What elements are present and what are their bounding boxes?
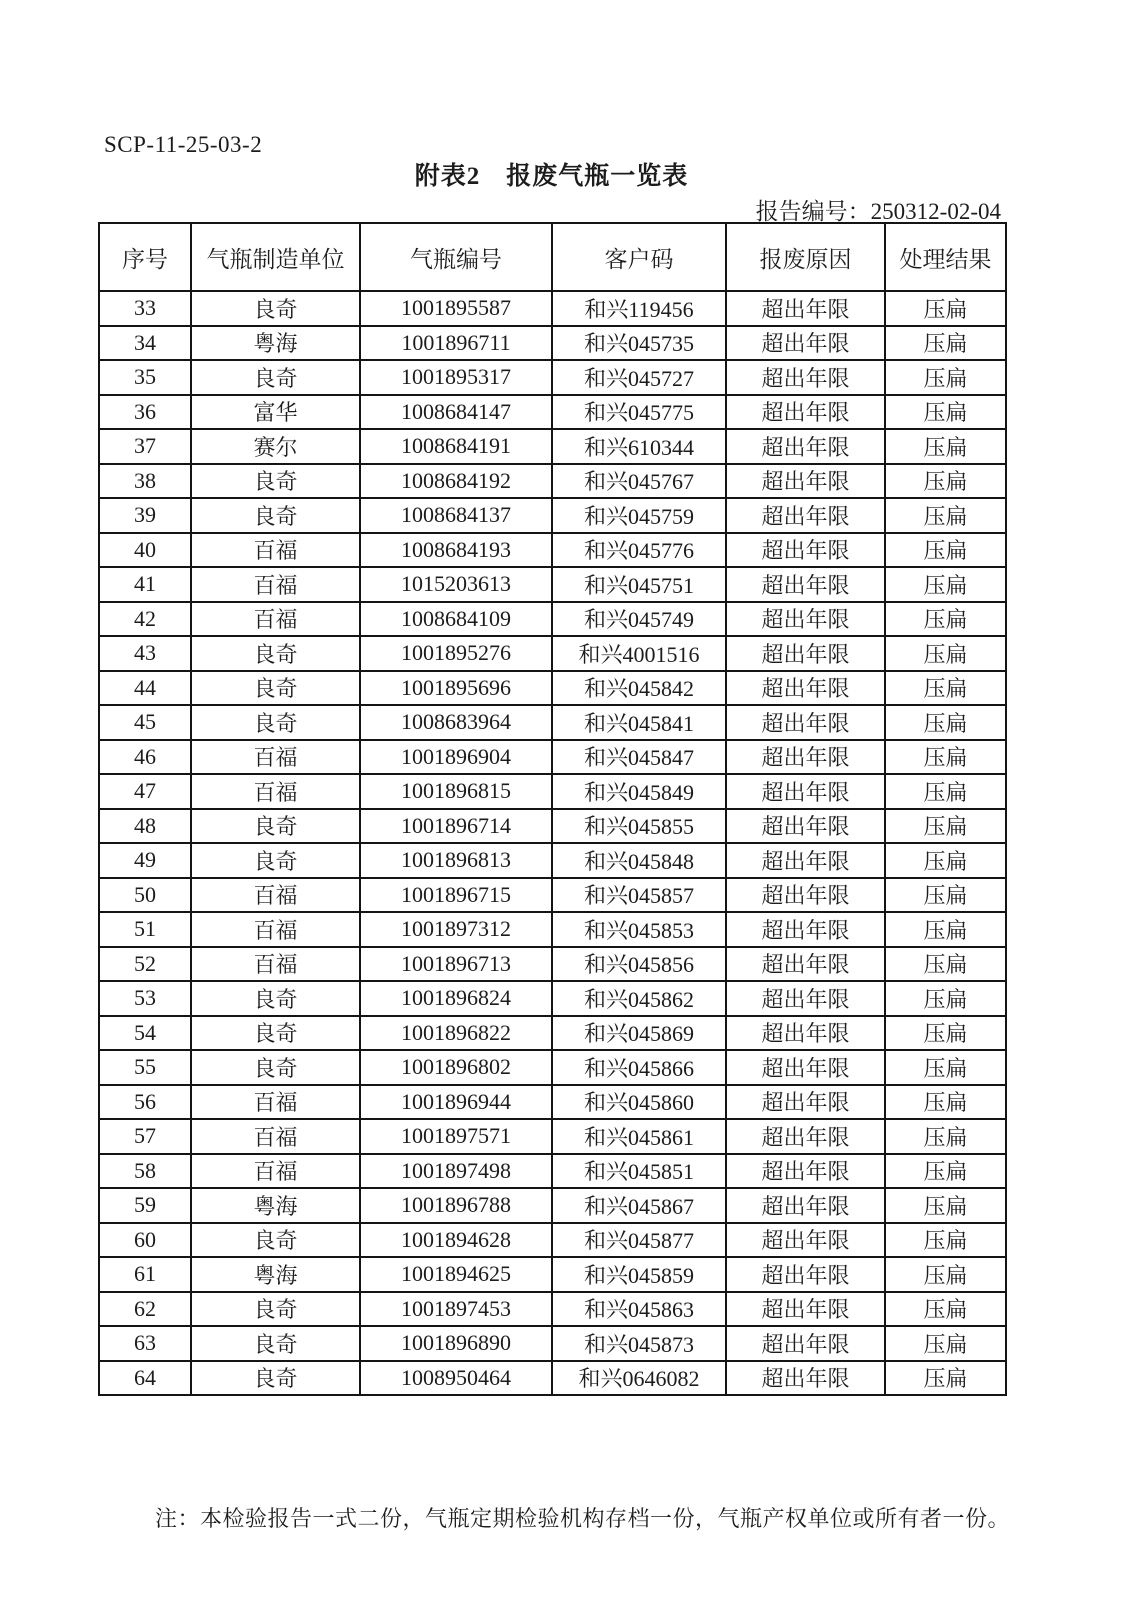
table-cell: 良奇: [191, 1361, 360, 1396]
table-cell: 1001897498: [360, 1154, 552, 1189]
table-cell: 超出年限: [726, 1292, 885, 1327]
table-cell: 压扁: [885, 1154, 1006, 1189]
table-cell: 36: [99, 395, 191, 430]
report-number-value: 250312-02-04: [870, 199, 1001, 224]
table-cell: 百福: [191, 533, 360, 568]
table-cell: 50: [99, 878, 191, 913]
table-cell: 1001894625: [360, 1257, 552, 1292]
table-cell: 和兴045860: [552, 1085, 726, 1120]
table-cell: 超出年限: [726, 740, 885, 775]
table-cell: 45: [99, 705, 191, 740]
table-cell: 1001896788: [360, 1188, 552, 1223]
table-cell: 1008684192: [360, 464, 552, 499]
table-cell: 压扁: [885, 878, 1006, 913]
table-cell: 62: [99, 1292, 191, 1327]
table-cell: 压扁: [885, 498, 1006, 533]
table-cell: 51: [99, 912, 191, 947]
table-cell: 百福: [191, 1119, 360, 1154]
table-cell: 压扁: [885, 1085, 1006, 1120]
table-cell: 1001895276: [360, 636, 552, 671]
table-cell: 压扁: [885, 1188, 1006, 1223]
table-cell: 赛尔: [191, 429, 360, 464]
table-cell: 64: [99, 1361, 191, 1396]
table-cell: 和兴045847: [552, 740, 726, 775]
table-cell: 1001896711: [360, 326, 552, 361]
table-cell: 压扁: [885, 843, 1006, 878]
table-row: [99, 636, 1006, 671]
table-cell: 1001895696: [360, 671, 552, 706]
table-row: [99, 464, 1006, 499]
table-row: [99, 429, 1006, 464]
table-cell: 压扁: [885, 429, 1006, 464]
table-cell: 59: [99, 1188, 191, 1223]
table-cell: 37: [99, 429, 191, 464]
table-body: [99, 291, 1006, 1395]
table-cell: 压扁: [885, 1326, 1006, 1361]
table-cell: 1001896944: [360, 1085, 552, 1120]
table-cell: 超出年限: [726, 774, 885, 809]
table-cell: 和兴045862: [552, 981, 726, 1016]
table-cell: 超出年限: [726, 705, 885, 740]
table-cell: 良奇: [191, 464, 360, 499]
table-cell: 1008684147: [360, 395, 552, 430]
table-cell: 1001895587: [360, 291, 552, 326]
table-cell: 52: [99, 947, 191, 982]
table-cell: 1001897453: [360, 1292, 552, 1327]
table-cell: 超出年限: [726, 498, 885, 533]
table-cell: 超出年限: [726, 533, 885, 568]
table-cell: 良奇: [191, 360, 360, 395]
table-cell: 超出年限: [726, 1188, 885, 1223]
table-cell: 良奇: [191, 1016, 360, 1051]
table-cell: 1001896802: [360, 1050, 552, 1085]
table-cell: 粤海: [191, 1257, 360, 1292]
table-row: [99, 671, 1006, 706]
table-cell: 57: [99, 1119, 191, 1154]
table-cell: 压扁: [885, 671, 1006, 706]
table-cell: 40: [99, 533, 191, 568]
table-cell: 60: [99, 1223, 191, 1258]
table-cell: 压扁: [885, 809, 1006, 844]
table-cell: 百福: [191, 947, 360, 982]
page-title: 附表2 报废气瓶一览表: [414, 163, 689, 190]
table-cell: 1001897571: [360, 1119, 552, 1154]
table-cell: 1001896890: [360, 1326, 552, 1361]
table-row: [99, 981, 1006, 1016]
column-header: 气瓶编号: [360, 223, 552, 291]
table-cell: 和兴045869: [552, 1016, 726, 1051]
table-cell: 压扁: [885, 912, 1006, 947]
table-row: [99, 705, 1006, 740]
column-header: 处理结果: [885, 223, 1006, 291]
table-cell: 压扁: [885, 1361, 1006, 1396]
table-cell: 超出年限: [726, 326, 885, 361]
table-cell: 超出年限: [726, 464, 885, 499]
table-cell: 1008684109: [360, 602, 552, 637]
table-cell: 和兴045751: [552, 567, 726, 602]
table-cell: 和兴045873: [552, 1326, 726, 1361]
table-cell: 百福: [191, 912, 360, 947]
table-row: [99, 947, 1006, 982]
table-cell: 和兴119456: [552, 291, 726, 326]
table-cell: 和兴045851: [552, 1154, 726, 1189]
scrap-cylinder-table: [98, 222, 1007, 1396]
table-cell: 富华: [191, 395, 360, 430]
table-cell: 和兴045749: [552, 602, 726, 637]
table-cell: 和兴045861: [552, 1119, 726, 1154]
table-cell: 超出年限: [726, 843, 885, 878]
table-row: [99, 740, 1006, 775]
table-cell: 54: [99, 1016, 191, 1051]
table-row: [99, 1119, 1006, 1154]
table-cell: 1001896813: [360, 843, 552, 878]
table-cell: 压扁: [885, 1292, 1006, 1327]
table-row: [99, 291, 1006, 326]
table-cell: 1008684193: [360, 533, 552, 568]
table-cell: 1015203613: [360, 567, 552, 602]
table-row: [99, 912, 1006, 947]
table-cell: 超出年限: [726, 809, 885, 844]
table-cell: 超出年限: [726, 1085, 885, 1120]
table-cell: 压扁: [885, 464, 1006, 499]
table-cell: 压扁: [885, 774, 1006, 809]
table-cell: 和兴045848: [552, 843, 726, 878]
table-cell: 和兴045767: [552, 464, 726, 499]
table-cell: 超出年限: [726, 602, 885, 637]
table-cell: 超出年限: [726, 1050, 885, 1085]
table-cell: 良奇: [191, 291, 360, 326]
table-cell: 1001896714: [360, 809, 552, 844]
table-row: [99, 1223, 1006, 1258]
table-cell: 和兴610344: [552, 429, 726, 464]
table-cell: 百福: [191, 1154, 360, 1189]
table-cell: 48: [99, 809, 191, 844]
table-cell: 1001894628: [360, 1223, 552, 1258]
table-header-row: [99, 223, 1006, 291]
table-cell: 良奇: [191, 671, 360, 706]
table-row: [99, 878, 1006, 913]
table-cell: 超出年限: [726, 429, 885, 464]
table-cell: 38: [99, 464, 191, 499]
table-cell: 压扁: [885, 1119, 1006, 1154]
table-cell: 1001896815: [360, 774, 552, 809]
table-cell: 1008684191: [360, 429, 552, 464]
table-cell: 和兴045863: [552, 1292, 726, 1327]
table-row: [99, 567, 1006, 602]
table-row: [99, 360, 1006, 395]
table-cell: 粤海: [191, 326, 360, 361]
report-number-label: 报告编号：: [755, 199, 871, 224]
table-cell: 和兴045853: [552, 912, 726, 947]
column-header: 报废原因: [726, 223, 885, 291]
table-cell: 55: [99, 1050, 191, 1085]
table-cell: 超出年限: [726, 981, 885, 1016]
table-cell: 和兴045775: [552, 395, 726, 430]
table-cell: 百福: [191, 878, 360, 913]
table-row: [99, 1292, 1006, 1327]
footer-note: 注：本检验报告一式二份，气瓶定期检验机构存档一份，气瓶产权单位或所有者一份。: [155, 1506, 1011, 1531]
table-cell: 良奇: [191, 705, 360, 740]
column-header: 气瓶制造单位: [191, 223, 360, 291]
table-cell: 超出年限: [726, 1257, 885, 1292]
table-cell: 压扁: [885, 636, 1006, 671]
table-row: [99, 843, 1006, 878]
table-cell: 和兴045866: [552, 1050, 726, 1085]
table-cell: 压扁: [885, 705, 1006, 740]
table-cell: 1001896715: [360, 878, 552, 913]
table-cell: 压扁: [885, 395, 1006, 430]
table-cell: 和兴045857: [552, 878, 726, 913]
table-cell: 超出年限: [726, 291, 885, 326]
table-cell: 1008684137: [360, 498, 552, 533]
table-row: [99, 326, 1006, 361]
table-cell: 良奇: [191, 1326, 360, 1361]
table-cell: 和兴045776: [552, 533, 726, 568]
table-cell: 超出年限: [726, 671, 885, 706]
table-cell: 44: [99, 671, 191, 706]
table-row: [99, 395, 1006, 430]
table-cell: 压扁: [885, 602, 1006, 637]
table-cell: 34: [99, 326, 191, 361]
table-cell: 压扁: [885, 947, 1006, 982]
table-cell: 和兴045867: [552, 1188, 726, 1223]
table-cell: 超出年限: [726, 1016, 885, 1051]
table-cell: 压扁: [885, 326, 1006, 361]
table-cell: 压扁: [885, 740, 1006, 775]
table-cell: 压扁: [885, 1223, 1006, 1258]
table-cell: 和兴4001516: [552, 636, 726, 671]
table-cell: 和兴0646082: [552, 1361, 726, 1396]
table-cell: 良奇: [191, 1050, 360, 1085]
table-cell: 1001896824: [360, 981, 552, 1016]
table-cell: 良奇: [191, 498, 360, 533]
table-cell: 百福: [191, 740, 360, 775]
table-row: [99, 1085, 1006, 1120]
table-cell: 49: [99, 843, 191, 878]
table-cell: 1008683964: [360, 705, 552, 740]
table-cell: 超出年限: [726, 1154, 885, 1189]
table-cell: 超出年限: [726, 360, 885, 395]
table-cell: 百福: [191, 1085, 360, 1120]
table-cell: 和兴045859: [552, 1257, 726, 1292]
table-cell: 和兴045735: [552, 326, 726, 361]
table-cell: 和兴045849: [552, 774, 726, 809]
table-cell: 和兴045855: [552, 809, 726, 844]
table-cell: 56: [99, 1085, 191, 1120]
table-cell: 和兴045856: [552, 947, 726, 982]
table-cell: 超出年限: [726, 947, 885, 982]
table-cell: 和兴045727: [552, 360, 726, 395]
table-cell: 良奇: [191, 636, 360, 671]
table-cell: 压扁: [885, 981, 1006, 1016]
table-cell: 良奇: [191, 981, 360, 1016]
table-cell: 35: [99, 360, 191, 395]
table-cell: 良奇: [191, 1223, 360, 1258]
table-cell: 压扁: [885, 1257, 1006, 1292]
table-row: [99, 774, 1006, 809]
table-cell: 33: [99, 291, 191, 326]
table-cell: 1001896713: [360, 947, 552, 982]
table-cell: 良奇: [191, 1292, 360, 1327]
table-cell: 超出年限: [726, 1223, 885, 1258]
table-row: [99, 1361, 1006, 1396]
table-cell: 和兴045841: [552, 705, 726, 740]
table-cell: 53: [99, 981, 191, 1016]
table-row: [99, 1050, 1006, 1085]
table-row: [99, 1016, 1006, 1051]
table-cell: 超出年限: [726, 1326, 885, 1361]
table-cell: 61: [99, 1257, 191, 1292]
table-cell: 1001896904: [360, 740, 552, 775]
table-cell: 1001896822: [360, 1016, 552, 1051]
table-cell: 和兴045842: [552, 671, 726, 706]
table-cell: 良奇: [191, 843, 360, 878]
table-row: [99, 809, 1006, 844]
table-cell: 和兴045877: [552, 1223, 726, 1258]
table-cell: 46: [99, 740, 191, 775]
table-cell: 百福: [191, 602, 360, 637]
table-cell: 百福: [191, 567, 360, 602]
table-cell: 超出年限: [726, 567, 885, 602]
column-header: 客户码: [552, 223, 726, 291]
document-code: SCP-11-25-03-2: [104, 132, 263, 157]
table-row: [99, 1188, 1006, 1223]
table-cell: 超出年限: [726, 1361, 885, 1396]
table-cell: 1001897312: [360, 912, 552, 947]
table-cell: 压扁: [885, 533, 1006, 568]
table-cell: 47: [99, 774, 191, 809]
table-row: [99, 1257, 1006, 1292]
table-cell: 41: [99, 567, 191, 602]
table-cell: 压扁: [885, 1016, 1006, 1051]
table-cell: 良奇: [191, 809, 360, 844]
table-row: [99, 498, 1006, 533]
table-row: [99, 602, 1006, 637]
table-cell: 压扁: [885, 567, 1006, 602]
table-cell: 58: [99, 1154, 191, 1189]
table-row: [99, 1326, 1006, 1361]
table-cell: 63: [99, 1326, 191, 1361]
table-cell: 1008950464: [360, 1361, 552, 1396]
table-cell: 压扁: [885, 360, 1006, 395]
table-cell: 43: [99, 636, 191, 671]
table-cell: 和兴045759: [552, 498, 726, 533]
table-cell: 超出年限: [726, 878, 885, 913]
table-row: [99, 1154, 1006, 1189]
table-cell: 粤海: [191, 1188, 360, 1223]
table-cell: 1001895317: [360, 360, 552, 395]
table-cell: 39: [99, 498, 191, 533]
table-cell: 42: [99, 602, 191, 637]
table-cell: 压扁: [885, 291, 1006, 326]
table-cell: 超出年限: [726, 636, 885, 671]
table-cell: 压扁: [885, 1050, 1006, 1085]
table-row: [99, 533, 1006, 568]
column-header: 序号: [99, 223, 191, 291]
table-cell: 百福: [191, 774, 360, 809]
table-cell: 超出年限: [726, 1119, 885, 1154]
table-cell: 超出年限: [726, 912, 885, 947]
table-cell: 超出年限: [726, 395, 885, 430]
